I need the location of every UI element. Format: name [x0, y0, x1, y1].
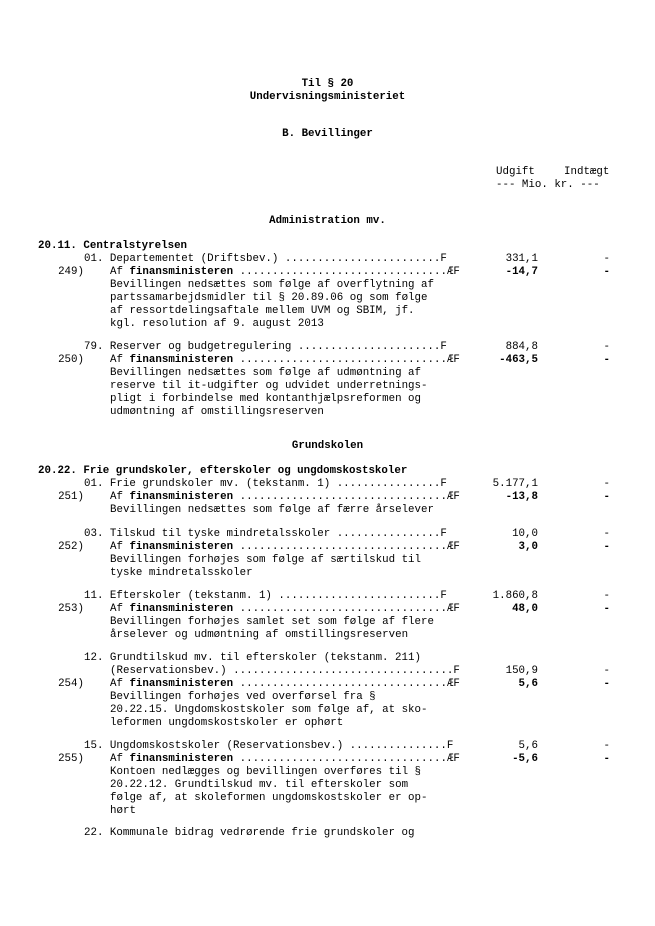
adjustment-income: - [603, 678, 610, 690]
desc-line: følge af, at skoleformen ungdomskostskoler er op- [110, 792, 428, 804]
col-header-income: Indtægt [564, 166, 610, 178]
adjustment-income: - [603, 266, 610, 278]
finance-minister-line: Af finansministeren ................................ÆF [110, 491, 460, 503]
income: - [603, 341, 610, 353]
adjustment-amount: -13,8 [505, 491, 538, 503]
desc-line: 20.22.15. Ungdomskostskoler som følge af, at sko- [110, 704, 428, 716]
footnote-ref: 250) [58, 354, 84, 366]
finance-minister-line: Af finansministeren ................................ÆF [110, 541, 460, 553]
adjustment-amount: -5,6 [512, 753, 538, 765]
group-heading-grundskolen: Grundskolen [291, 440, 364, 452]
desc-line: udmøntning af omstillingsreserven [110, 406, 324, 418]
amount: 5.177,1 [492, 478, 538, 490]
account-line: 01. Frie grundskoler mv. (tekstanm. 1) ................F [84, 478, 447, 490]
finance-minister-line: Af finansministeren ................................ÆF [110, 266, 460, 278]
account-line: 22. Kommunale bidrag vedrørende frie grundskoler og [84, 827, 415, 839]
desc-line: hørt [110, 805, 136, 817]
footnote-ref: 251) [58, 491, 84, 503]
desc-line: reserve til it-udgifter og udvidet underretnings- [110, 380, 428, 392]
desc-line: pligt i forbindelse med kontanthjælpsreformen og [110, 393, 422, 405]
desc-line: Bevillingen nedsættes som følge af udmøntning af [110, 367, 422, 379]
adjustment-amount: -14,7 [505, 266, 538, 278]
footnote-ref: 254) [58, 678, 84, 690]
page-title: Til § 20 [301, 78, 354, 90]
desc-line: af ressortdelingsaftale mellem UVM og SBIM, jf. [110, 305, 415, 317]
income: - [603, 740, 610, 752]
finance-minister-line: Af finansministeren ................................ÆF [110, 354, 460, 366]
adjustment-amount: -463,5 [499, 354, 538, 366]
amount: 5,6 [518, 740, 538, 752]
adjustment-income: - [603, 491, 610, 503]
income: - [603, 253, 610, 265]
adjustment-income: - [603, 603, 610, 615]
adjustment-income: - [603, 354, 610, 366]
desc-line: Bevillingen forhøjes ved overførsel fra § [110, 691, 376, 703]
amount: 1.860,8 [492, 590, 538, 602]
footnote-ref: 249) [58, 266, 84, 278]
desc-line: Kontoen nedlægges og bevillingen overføres til § [110, 766, 422, 778]
income: - [603, 590, 610, 602]
account-line: 03. Tilskud til tyske mindretalsskoler ................F [84, 528, 447, 540]
amount: 150,9 [505, 665, 538, 677]
adjustment-amount: 48,0 [512, 603, 538, 615]
income: - [603, 665, 610, 677]
col-header-expense: Udgift [496, 166, 535, 178]
desc-line: Bevillingen nedsættes som følge af færre årselever [110, 504, 434, 516]
desc-line: kgl. resolution af 9. august 2013 [110, 318, 324, 330]
income: - [603, 478, 610, 490]
desc-line: tyske mindretalsskoler [110, 567, 253, 579]
income: - [603, 528, 610, 540]
account-line: 01. Departementet (Driftsbev.) ........................F [84, 253, 447, 265]
footnote-ref: 255) [58, 753, 84, 765]
col-header-unit: --- Mio. kr. --- [496, 179, 600, 191]
ministry-title: Undervisningsministeriet [249, 91, 406, 103]
adjustment-amount: 3,0 [518, 541, 538, 553]
account-line: 79. Reserver og budgetregulering ......................F [84, 341, 447, 353]
footnote-ref: 252) [58, 541, 84, 553]
subsection-heading-2022: 20.22. Frie grundskoler, efterskoler og ungdomskostskoler [38, 465, 408, 477]
desc-line: årselever og udmøntning af omstillingsreserven [110, 629, 409, 641]
group-heading-admin: Administration mv. [269, 215, 386, 227]
subsection-heading-2011: 20.11. Centralstyrelsen [38, 240, 188, 252]
adjustment-amount: 5,6 [518, 678, 538, 690]
desc-line: leformen ungdomskostskoler er ophørt [110, 717, 344, 729]
section-title: B. Bevillinger [282, 128, 373, 140]
desc-line: Bevillingen forhøjes samlet set som følge af flere [110, 616, 434, 628]
account-line: (Reservationsbev.) ..................................F [110, 665, 460, 677]
desc-line: Bevillingen forhøjes som følge af særtilskud til [110, 554, 422, 566]
finance-minister-line: Af finansministeren ................................ÆF [110, 753, 460, 765]
desc-line: partssamarbejdsmidler til § 20.89.06 og som følge [110, 292, 428, 304]
amount: 884,8 [505, 341, 538, 353]
desc-line: Bevillingen nedsættes som følge af overflytning af [110, 279, 434, 291]
adjustment-income: - [603, 541, 610, 553]
adjustment-income: - [603, 753, 610, 765]
finance-minister-line: Af finansministeren ................................ÆF [110, 603, 460, 615]
account-line: 12. Grundtilskud mv. til efterskoler (tekstanm. 211) [84, 652, 421, 664]
footnote-ref: 253) [58, 603, 84, 615]
finance-minister-line: Af finansministeren ................................ÆF [110, 678, 460, 690]
amount: 331,1 [505, 253, 538, 265]
account-line: 15. Ungdomskostskoler (Reservationsbev.) ...............F [84, 740, 454, 752]
amount: 10,0 [512, 528, 538, 540]
desc-line: 20.22.12. Grundtilskud mv. til efterskoler som [110, 779, 409, 791]
account-line: 11. Efterskoler (tekstanm. 1) .........................F [84, 590, 447, 602]
